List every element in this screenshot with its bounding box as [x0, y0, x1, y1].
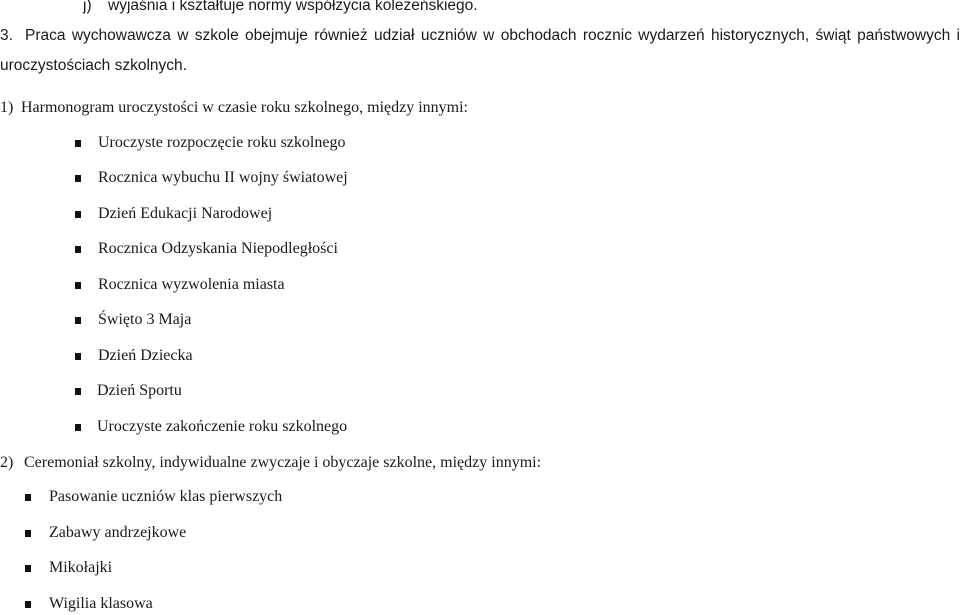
bullet-icon: [25, 494, 31, 501]
section-1-marker: 1): [0, 99, 14, 116]
section-1-heading: Harmonogram uroczystości w czasie roku szkolnego, między innymi:: [21, 99, 468, 116]
item-3-text-line2: uroczystościach szkolnych.: [0, 57, 187, 74]
bullet-icon: [75, 211, 81, 218]
bullet-icon: [25, 601, 31, 608]
list-item: Uroczyste rozpoczęcie roku szkolnego: [98, 134, 346, 151]
bullet-icon: [75, 317, 81, 324]
item-j-marker: j): [83, 0, 92, 14]
bullet-icon: [75, 282, 81, 289]
list-item: Rocznica wybuchu II wojny światowej: [98, 169, 348, 186]
list-item: Pasowanie uczniów klas pierwszych: [49, 488, 283, 505]
bullet-icon: [75, 353, 81, 360]
section-2-marker: 2): [0, 454, 14, 471]
list-item: Święto 3 Maja: [98, 311, 192, 328]
list-item: Rocznica wyzwolenia miasta: [98, 276, 285, 293]
list-item: Uroczyste zakończenie roku szkolnego: [97, 418, 348, 435]
list-item: Wigilia klasowa: [49, 595, 153, 612]
list-item: Rocznica Odzyskania Niepodległości: [98, 240, 338, 257]
item-3-text-line1: Praca wychowawcza w szkole obejmuje również udział uczniów w obchodach rocznic wydarzeń historycznych, świąt państwowych i: [25, 27, 960, 44]
bullet-icon: [75, 175, 81, 182]
bullet-icon: [75, 246, 81, 253]
list-item: Mikołajki: [49, 559, 113, 576]
bullet-icon: [25, 565, 31, 572]
list-item: Zabawy andrzejkowe: [49, 524, 187, 541]
bullet-icon: [75, 140, 81, 147]
item-3-marker: 3.: [0, 27, 13, 44]
bullet-icon: [75, 424, 81, 431]
bullet-icon: [75, 388, 81, 395]
bullet-icon: [25, 530, 31, 537]
list-item: Dzień Edukacji Narodowej: [98, 205, 273, 222]
list-item: Dzień Dziecka: [98, 347, 193, 364]
item-j-text: wyjaśnia i kształtuje normy współżycia koleżeńskiego.: [108, 0, 478, 14]
section-2-heading: Ceremoniał szkolny, indywidualne zwyczaje i obyczaje szkolne, między innymi:: [24, 454, 542, 471]
list-item: Dzień Sportu: [97, 382, 182, 399]
